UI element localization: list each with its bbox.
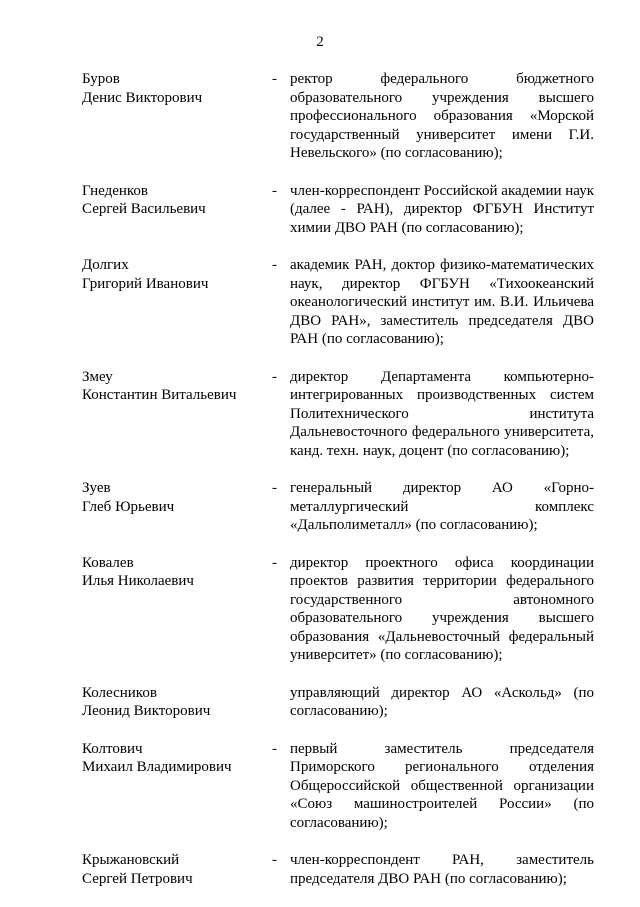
list-item — [0, 70, 640, 163]
member-name — [82, 554, 267, 591]
given-name: Григорий Иванович — [82, 275, 209, 292]
surname: Зуев — [82, 480, 111, 496]
given-name: Леонид Викторович — [82, 703, 211, 719]
dash: - — [272, 740, 277, 757]
given-name: Глеб Юрьевич — [82, 498, 175, 515]
list-item — [0, 851, 640, 888]
dash: - — [272, 554, 277, 571]
given-name: Михаил Владимирович — [82, 759, 232, 775]
member-list — [0, 70, 640, 907]
member-description: первый заместитель председателя Приморского регионального отделения Общероссийской общественной организации «Союз машиностроителей России» (по согласованию); — [290, 740, 594, 831]
surname: Буров — [82, 71, 120, 87]
member-description: директор проектного офиса координации проектов развития территории федерального государственного автономного образовательного учреждения высшего образования «Дальневосточный федеральный университет» (по согласованию); — [290, 554, 594, 663]
surname: Гнеденков — [82, 182, 149, 199]
member-name — [82, 70, 267, 107]
dash: - — [272, 480, 277, 496]
given-name: Сергей Васильевич — [82, 201, 206, 217]
list-item — [0, 479, 640, 535]
member-name — [82, 182, 267, 219]
member-name — [82, 740, 267, 777]
dash: - — [272, 257, 277, 273]
list-item — [0, 368, 640, 461]
member-description: управляющий директор АО «Аскольд» (по согласованию); — [290, 684, 594, 719]
dash: - — [272, 368, 277, 385]
surname: Змеу — [82, 368, 113, 385]
member-name — [82, 368, 267, 405]
member-name — [82, 256, 267, 293]
surname: Колтович — [82, 740, 143, 757]
member-description: академик РАН, доктор физико-математических наук, директор ФГБУН «Тихоокеанский океанологический институт им. В.И. Ильичева ДВО РАН», заместитель председателя ДВО РАН (по согласованию); — [290, 257, 594, 347]
given-name: Константин Витальевич — [82, 387, 237, 403]
surname: Долгих — [82, 257, 129, 273]
member-name — [82, 684, 267, 721]
surname: Колесников — [82, 684, 157, 701]
page-number: 2 — [316, 34, 324, 50]
list-item — [0, 256, 640, 349]
surname: Ковалев — [82, 554, 134, 571]
member-description: ректор федерального бюджетного образовательного учреждения высшего профессионального образования «Морской государственный университет имени Г.И. Невельского» (по согласованию); — [290, 71, 594, 161]
surname: Крыжановский — [82, 852, 180, 868]
given-name: Сергей Петрович — [82, 870, 193, 887]
member-description: генеральный директор АО «Горно-металлургический комплекс «Дальполиметалл» (по согласованию); — [290, 480, 594, 533]
dash: - — [272, 71, 277, 87]
member-name — [82, 479, 267, 516]
list-item — [0, 740, 640, 833]
given-name: Денис Викторович — [82, 89, 203, 106]
dash: - — [272, 182, 277, 199]
list-item — [0, 554, 640, 665]
dash: - — [272, 852, 277, 868]
list-item — [0, 182, 640, 238]
member-description: член-корреспондент Российской академии наук (далее - РАН), директор ФГБУН Институт химии ДВО РАН (по согласованию); — [290, 182, 594, 236]
given-name: Илья Николаевич — [82, 573, 194, 589]
member-description: директор Департамента компьютерно-интегрированных производственных систем Политехнического института Дальневосточного федерального университета, канд. техн. наук, доцент (по согласованию); — [290, 368, 594, 459]
member-description: член-корреспондент РАН, заместитель председателя ДВО РАН (по согласованию); — [290, 852, 594, 887]
member-name — [82, 851, 267, 888]
list-item — [0, 684, 640, 721]
